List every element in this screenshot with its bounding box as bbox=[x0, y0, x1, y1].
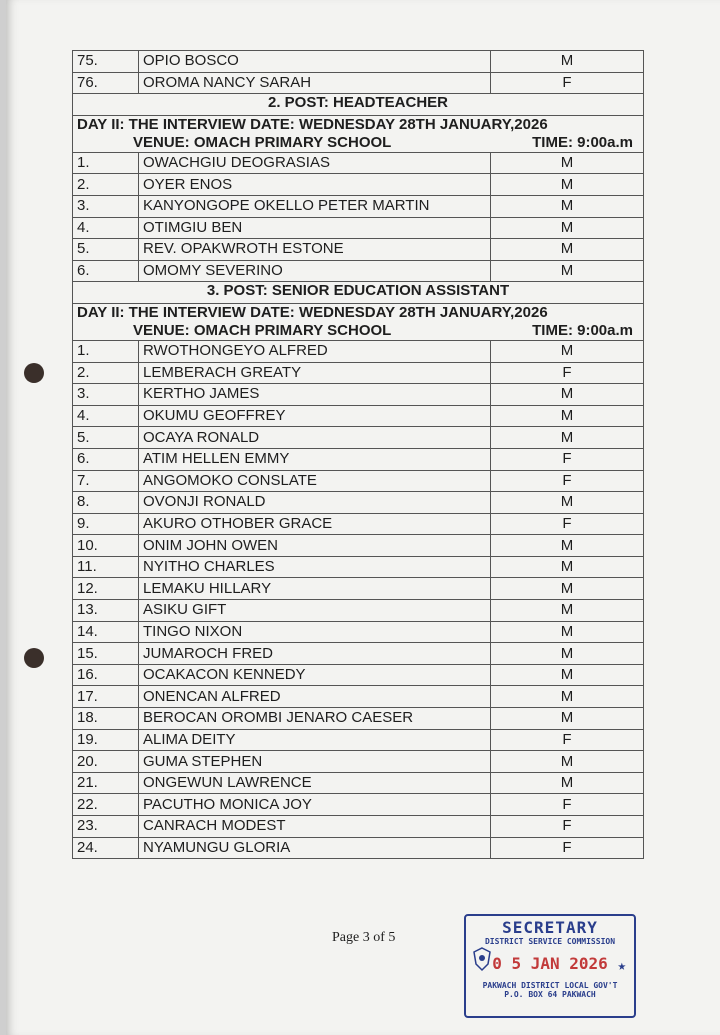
candidate-gender: F bbox=[491, 513, 644, 535]
table-row bbox=[73, 772, 644, 794]
table-row bbox=[73, 362, 644, 384]
candidate-name: LEMAKU HILLARY bbox=[139, 578, 491, 600]
row-number: 75. bbox=[73, 51, 139, 73]
table-row bbox=[73, 427, 644, 449]
candidate-name: ONGEWUN LAWRENCE bbox=[139, 772, 491, 794]
candidate-gender: M bbox=[491, 427, 644, 449]
row-number: 11. bbox=[73, 556, 139, 578]
interview-day-header bbox=[73, 303, 644, 340]
table-row bbox=[73, 837, 644, 859]
row-number: 10. bbox=[73, 535, 139, 557]
table-row bbox=[73, 751, 644, 773]
venue: VENUE: OMACH PRIMARY SCHOOL bbox=[133, 133, 392, 151]
row-number: 4. bbox=[73, 217, 139, 239]
candidate-name: ANGOMOKO CONSLATE bbox=[139, 470, 491, 492]
candidate-name: OTIMGIU BEN bbox=[139, 217, 491, 239]
candidate-gender: M bbox=[491, 492, 644, 514]
row-number: 16. bbox=[73, 664, 139, 686]
row-number: 12. bbox=[73, 578, 139, 600]
candidate-name: NYAMUNGU GLORIA bbox=[139, 837, 491, 859]
candidate-gender: M bbox=[491, 195, 644, 217]
candidate-gender: M bbox=[491, 643, 644, 665]
table-row bbox=[73, 470, 644, 492]
stamp-address: P.O. BOX 64 PAKWACH bbox=[504, 990, 596, 999]
table-row bbox=[73, 492, 644, 514]
candidate-gender: M bbox=[491, 686, 644, 708]
row-number: 7. bbox=[73, 470, 139, 492]
row-number: 22. bbox=[73, 794, 139, 816]
row-number: 18. bbox=[73, 708, 139, 730]
candidate-name: ALIMA DEITY bbox=[139, 729, 491, 751]
stamp-date: 0 5 JAN 2026 bbox=[492, 954, 608, 973]
candidate-gender: M bbox=[491, 340, 644, 362]
row-number: 1. bbox=[73, 340, 139, 362]
row-number: 5. bbox=[73, 239, 139, 261]
candidate-gender: M bbox=[491, 578, 644, 600]
post-heading: 2. POST: HEADTEACHER bbox=[73, 94, 644, 116]
table-row bbox=[73, 195, 644, 217]
interview-day-header bbox=[73, 115, 644, 152]
table-row bbox=[73, 384, 644, 406]
row-number: 4. bbox=[73, 405, 139, 427]
candidate-name: NYITHO CHARLES bbox=[139, 556, 491, 578]
table-row bbox=[73, 643, 644, 665]
row-number: 9. bbox=[73, 513, 139, 535]
table-row bbox=[73, 448, 644, 470]
candidate-gender: F bbox=[491, 837, 644, 859]
interview-date: DAY II: THE INTERVIEW DATE: WEDNESDAY 28TH JANUARY,2026 bbox=[77, 115, 548, 133]
table-row bbox=[73, 600, 644, 622]
row-number: 14. bbox=[73, 621, 139, 643]
stamp-subtitle: DISTRICT SERVICE COMMISSION bbox=[484, 937, 616, 946]
secretary-stamp bbox=[464, 914, 636, 1018]
post-heading: 3. POST: SENIOR EDUCATION ASSISTANT bbox=[73, 282, 644, 304]
row-number: 2. bbox=[73, 174, 139, 196]
row-number: 13. bbox=[73, 600, 139, 622]
candidate-name: OKUMU GEOFFREY bbox=[139, 405, 491, 427]
table-row bbox=[73, 556, 644, 578]
row-number: 21. bbox=[73, 772, 139, 794]
candidate-name: LEMBERACH GREATY bbox=[139, 362, 491, 384]
candidate-gender: F bbox=[491, 72, 644, 94]
candidate-gender: M bbox=[491, 384, 644, 406]
candidate-name: JUMAROCH FRED bbox=[139, 643, 491, 665]
table-row bbox=[73, 174, 644, 196]
document-page bbox=[6, 0, 720, 1035]
row-number: 6. bbox=[73, 448, 139, 470]
candidate-gender: F bbox=[491, 470, 644, 492]
candidate-gender: M bbox=[491, 217, 644, 239]
row-number: 17. bbox=[73, 686, 139, 708]
stamp-title: SECRETARY bbox=[502, 918, 598, 937]
candidate-gender: M bbox=[491, 174, 644, 196]
row-number: 19. bbox=[73, 729, 139, 751]
candidate-name: GUMA STEPHEN bbox=[139, 751, 491, 773]
candidate-name: OVONJI RONALD bbox=[139, 492, 491, 514]
table-row bbox=[73, 405, 644, 427]
candidate-name: KANYONGOPE OKELLO PETER MARTIN bbox=[139, 195, 491, 217]
candidate-gender: M bbox=[491, 260, 644, 282]
candidate-name: AKURO OTHOBER GRACE bbox=[139, 513, 491, 535]
candidate-gender: F bbox=[491, 816, 644, 838]
row-number: 8. bbox=[73, 492, 139, 514]
table-row bbox=[73, 708, 644, 730]
time: TIME: 9:00a.m bbox=[532, 133, 633, 151]
table-row bbox=[73, 578, 644, 600]
time: TIME: 9:00a.m bbox=[532, 321, 633, 339]
table-row bbox=[73, 340, 644, 362]
candidate-name: RWOTHONGEYO ALFRED bbox=[139, 340, 491, 362]
candidate-name: PACUTHO MONICA JOY bbox=[139, 794, 491, 816]
candidate-gender: F bbox=[491, 448, 644, 470]
candidate-gender: M bbox=[491, 772, 644, 794]
candidate-gender: F bbox=[491, 794, 644, 816]
table-row bbox=[73, 686, 644, 708]
candidate-name: OWACHGIU DEOGRASIAS bbox=[139, 152, 491, 174]
candidate-gender: F bbox=[491, 362, 644, 384]
page-number: Page 3 of 5 bbox=[332, 930, 396, 945]
stamp-office: PAKWACH DISTRICT LOCAL GOV'T bbox=[482, 981, 618, 990]
candidate-name: TINGO NIXON bbox=[139, 621, 491, 643]
table-row bbox=[73, 794, 644, 816]
candidate-name: REV. OPAKWROTH ESTONE bbox=[139, 239, 491, 261]
candidate-name: ONENCAN ALFRED bbox=[139, 686, 491, 708]
table-row bbox=[73, 239, 644, 261]
table-row bbox=[73, 260, 644, 282]
punch-hole bbox=[24, 648, 44, 668]
candidate-gender: M bbox=[491, 535, 644, 557]
row-number: 76. bbox=[73, 72, 139, 94]
candidate-name: OMOMY SEVERINO bbox=[139, 260, 491, 282]
coat-of-arms-icon bbox=[472, 946, 492, 972]
candidate-gender: M bbox=[491, 708, 644, 730]
table-row bbox=[73, 729, 644, 751]
candidate-name: ONIM JOHN OWEN bbox=[139, 535, 491, 557]
row-number: 6. bbox=[73, 260, 139, 282]
candidate-gender: M bbox=[491, 152, 644, 174]
row-number: 2. bbox=[73, 362, 139, 384]
candidate-gender: M bbox=[491, 51, 644, 73]
table-row bbox=[73, 51, 644, 73]
table-row bbox=[73, 621, 644, 643]
table-row bbox=[73, 664, 644, 686]
candidate-name: OCAKACON KENNEDY bbox=[139, 664, 491, 686]
table-row bbox=[73, 217, 644, 239]
table-row bbox=[73, 535, 644, 557]
row-number: 3. bbox=[73, 384, 139, 406]
row-number: 23. bbox=[73, 816, 139, 838]
table-row bbox=[73, 152, 644, 174]
row-number: 1. bbox=[73, 152, 139, 174]
candidate-name: ASIKU GIFT bbox=[139, 600, 491, 622]
row-number: 3. bbox=[73, 195, 139, 217]
row-number: 20. bbox=[73, 751, 139, 773]
candidate-name: OCAYA RONALD bbox=[139, 427, 491, 449]
star-icon: ★ bbox=[617, 958, 626, 974]
candidate-gender: M bbox=[491, 621, 644, 643]
candidate-name: OYER ENOS bbox=[139, 174, 491, 196]
punch-hole bbox=[24, 363, 44, 383]
candidate-gender: M bbox=[491, 600, 644, 622]
candidate-gender: M bbox=[491, 751, 644, 773]
row-number: 5. bbox=[73, 427, 139, 449]
row-number: 15. bbox=[73, 643, 139, 665]
candidate-gender: M bbox=[491, 664, 644, 686]
candidate-gender: M bbox=[491, 556, 644, 578]
table-row bbox=[73, 513, 644, 535]
candidate-gender: M bbox=[491, 405, 644, 427]
candidate-name: OROMA NANCY SARAH bbox=[139, 72, 491, 94]
candidate-name: ATIM HELLEN EMMY bbox=[139, 448, 491, 470]
interview-schedule-table bbox=[72, 50, 644, 859]
candidate-name: OPIO BOSCO bbox=[139, 51, 491, 73]
venue: VENUE: OMACH PRIMARY SCHOOL bbox=[133, 321, 392, 339]
candidate-gender: F bbox=[491, 729, 644, 751]
row-number: 24. bbox=[73, 837, 139, 859]
table-row bbox=[73, 72, 644, 94]
candidate-name: BEROCAN OROMBI JENARO CAESER bbox=[139, 708, 491, 730]
candidate-name: CANRACH MODEST bbox=[139, 816, 491, 838]
candidate-gender: M bbox=[491, 239, 644, 261]
table-row bbox=[73, 816, 644, 838]
interview-date: DAY II: THE INTERVIEW DATE: WEDNESDAY 28TH JANUARY,2026 bbox=[77, 303, 548, 321]
candidate-name: KERTHO JAMES bbox=[139, 384, 491, 406]
